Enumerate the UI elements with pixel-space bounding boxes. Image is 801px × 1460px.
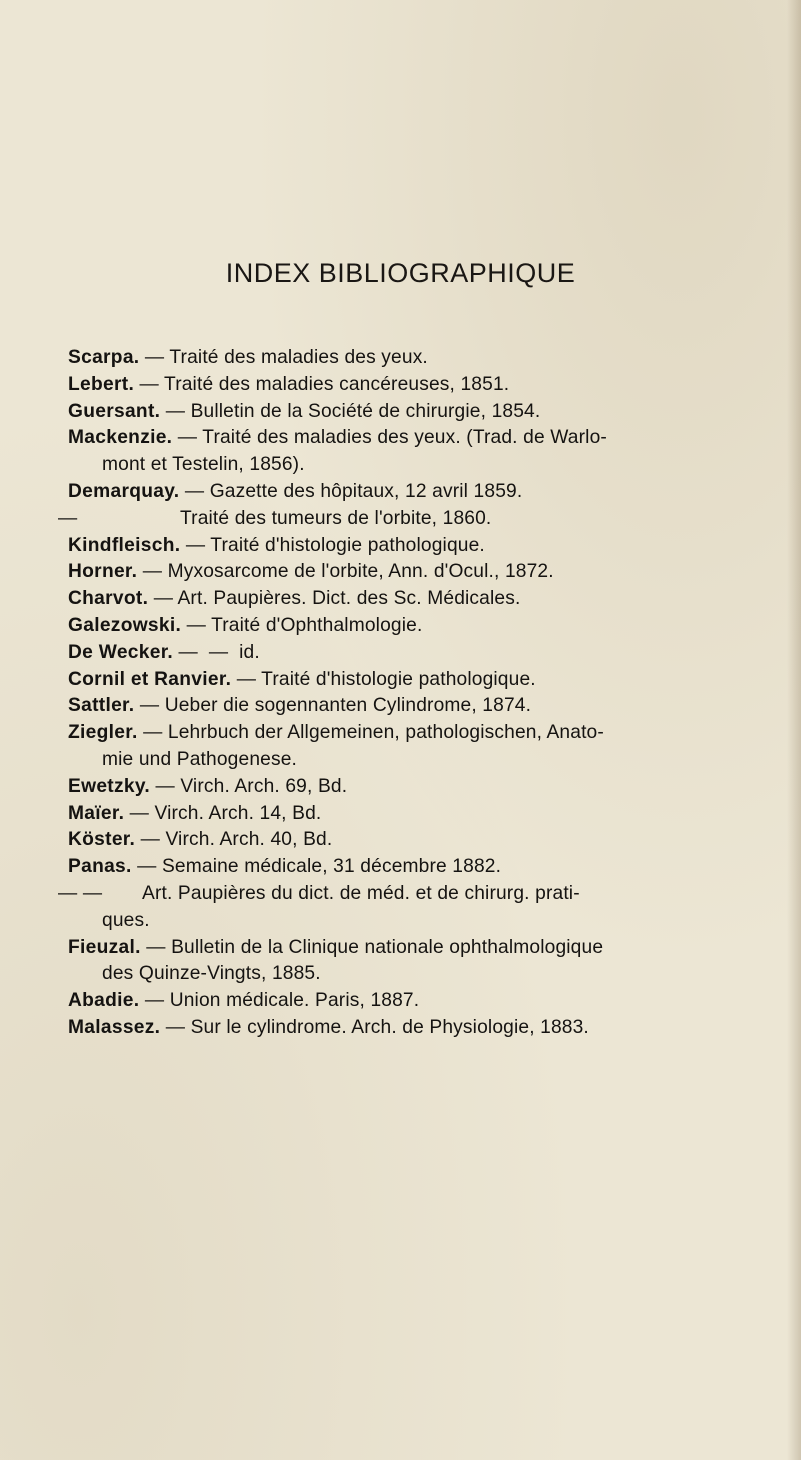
entry-author: Panas. [68,856,132,878]
entry-text: — Traité d'histologie pathologique. [231,668,536,690]
ditto-mark: — — [58,882,103,904]
bibliography-entry [68,372,748,399]
entry-text: — Semaine médicale, 31 décembre 1882. [131,856,502,878]
bibliography-entry [68,801,748,828]
entry-author: Demarquay. [68,480,180,502]
entry-text: Traité des tumeurs de l'orbite, 1860. [180,507,492,529]
bibliography-entry [68,667,748,694]
entry-author: Sattler. [68,695,135,717]
entry-text: — Ueber die sogennanten Cylindrome, 1874. [134,695,532,717]
entry-author: Fieuzal. [68,936,141,958]
entry-continuation: des Quinze-Vingts, 1885. [102,963,321,985]
entry-author: Mackenzie. [68,427,173,449]
entry-text: — Traité d'Ophthalmologie. [181,614,423,636]
entry-continuation: ques. [102,909,150,931]
entry-text: — Bulletin de la Clinique nationale ophthalmologique [140,936,604,958]
bibliography-entry [68,720,748,774]
bibliography-entry [68,774,748,801]
entry-text: — Sur le cylindrome. Arch. de Physiologie, 1883. [160,1016,589,1038]
entry-author: Charvot. [68,588,149,610]
entry-author: Ziegler. [68,722,138,744]
entry-text: — Virch. Arch. 40, Bd. [135,829,333,851]
entry-text: — Traité d'histologie pathologique. [180,534,485,556]
entry-author: Malassez. [68,1016,161,1038]
bibliography-entry [68,988,748,1015]
entry-text: — — id. [173,641,260,663]
bibliography-entry [68,640,748,667]
bibliography-entry [58,881,748,935]
bibliography-entry [68,693,748,720]
bibliography-entry [68,479,748,506]
entry-author: De Wecker. [68,641,174,663]
bibliography-entry [58,506,748,533]
entry-author: Galezowski. [68,614,182,636]
entry-author: Maïer. [68,802,125,824]
bibliography-entry [68,586,748,613]
entry-author: Köster. [68,829,136,851]
entry-author: Kindfleisch. [68,534,181,556]
entry-text: — Gazette des hôpitaux, 12 avril 1859. [179,480,523,502]
entry-author: Guersant. [68,400,161,422]
entry-text: — Bulletin de la Société de chirurgie, 1854. [160,400,541,422]
entry-text: — Virch. Arch. 14, Bd. [124,802,322,824]
entry-text: Art. Paupières du dict. de méd. et de chirurg. prati- [142,882,580,904]
bibliography-entry [68,345,748,372]
page-edge-shadow [787,0,801,1460]
page-title: INDEX BIBLIOGRAPHIQUE [225,258,576,288]
bibliography-entry [68,533,748,560]
ditto-mark: — [58,507,78,529]
entry-text: — Lehrbuch der Allgemeinen, pathologischen, Anato- [137,722,604,744]
bibliography-entry [68,935,748,989]
entry-text: — Art. Paupières. Dict. des Sc. Médicales. [148,588,521,610]
entry-author: Scarpa. [68,347,140,368]
bibliography-entry [68,827,748,854]
entry-text: — Union médicale. Paris, 1887. [139,990,420,1012]
entry-author: Abadie. [68,990,140,1012]
entry-author: Lebert. [68,373,135,395]
bibliography-entry [68,613,748,640]
bibliography-entry [68,425,748,479]
entry-author: Cornil et Ranvier. [68,668,232,690]
bibliography-list [58,345,748,1042]
bibliography-entry [68,1015,748,1042]
entry-continuation: mont et Testelin, 1856). [102,454,305,476]
bibliography-entry [68,399,748,426]
entry-text: — Virch. Arch. 69, Bd. [150,775,348,797]
entry-text: — Traité des maladies cancéreuses, 1851. [134,373,510,395]
entry-author: Horner. [68,561,138,583]
entry-text: — Traité des maladies des yeux. [139,347,428,368]
entry-text: — Myxosarcome de l'orbite, Ann. d'Ocul., 1872. [137,561,554,583]
bibliography-entry [68,854,748,881]
entry-continuation: mie und Pathogenese. [102,748,298,770]
entry-author: Ewetzky. [68,775,151,797]
bibliography-entry [68,559,748,586]
entry-text: — Traité des maladies des yeux. (Trad. de Warlo- [172,427,607,449]
